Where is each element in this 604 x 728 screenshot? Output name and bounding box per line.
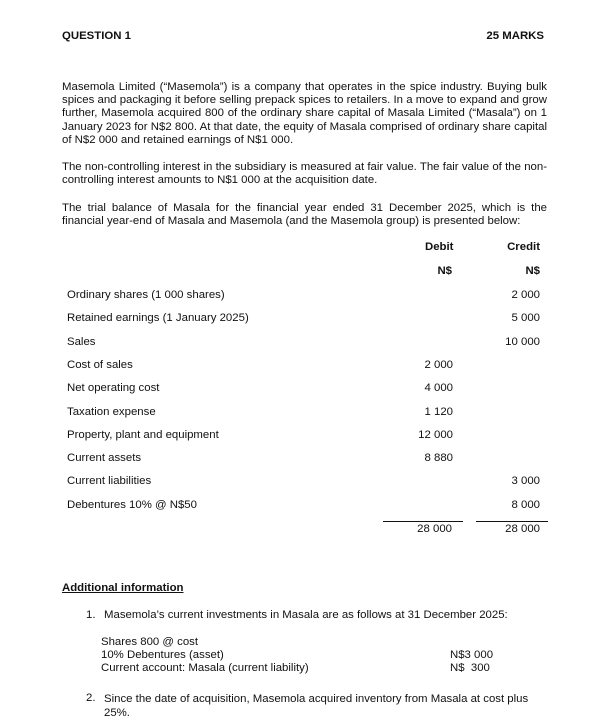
table-row [67,452,547,466]
intro-paragraph-2: The non-controlling interest in the subsidiary is measured at fair value. The fair value of the non-controlling interest amounts to N$1 000 at the acquisition date. [62,161,547,187]
row-label: Net operating cost [67,382,160,395]
question-title: QUESTION 1 [62,30,131,42]
debit-header: Debit [425,241,454,253]
row-credit: 2 000 [511,289,540,301]
item-2-number: 2. [86,692,96,704]
credit-total-rule [476,521,548,522]
item-1-line-current-account-value: N$ 300 [450,662,490,674]
credit-total: 28 000 [505,523,540,535]
row-credit: 10 000 [505,335,540,348]
debit-total: 28 000 [417,523,452,535]
row-label: Current assets [67,452,142,465]
row-credit: 5 000 [511,312,540,325]
marks-label: 25 MARKS [486,30,544,42]
row-label: Ordinary shares (1 000 shares) [67,289,225,301]
row-credit: 3 000 [511,475,540,488]
item-1-line-debentures-label: 10% Debentures (asset) [101,649,224,661]
credit-header: Credit [507,241,540,253]
table-row [67,312,547,326]
row-label: Taxation expense [67,405,156,418]
item-1-number: 1. [86,609,96,621]
table-row [67,289,547,303]
row-label: Sales [67,335,96,348]
row-debit: 2 000 [424,358,453,371]
table-row [67,429,547,443]
table-row [67,406,547,420]
row-credit: 8 000 [511,498,540,511]
item-1-line-shares-label: Shares 800 @ cost [101,636,199,648]
row-label: Debentures 10% @ N$50 [67,498,197,511]
debit-currency: N$ [437,265,452,277]
item-1-text: Masemola’s current investments in Masala are as follows at 31 December 2025: [104,609,508,621]
table-row [67,475,547,489]
additional-info-heading: Additional information [62,582,184,594]
item-1-line-current-account-label: Current account: Masala (current liability) [101,662,309,674]
row-debit: 1 120 [424,405,453,418]
row-label: Cost of sales [67,358,133,371]
intro-paragraph-3: The trial balance of Masala for the financial year ended 31 December 2025, which is the financial year-end of Masala and Masemola (and the Masemola group) is presented below: [62,202,547,228]
table-row [67,336,547,350]
credit-currency: N$ [525,265,540,277]
table-row [67,359,547,373]
row-label: Property, plant and equipment [67,428,219,441]
row-label: Retained earnings (1 January 2025) [67,312,249,325]
table-row [67,499,547,513]
row-debit: 8 880 [424,452,453,465]
item-2-text: Since the date of acquisition, Masemola acquired inventory from Masala at cost plus 25%. [104,693,529,719]
item-1-line-debentures-value: N$3 000 [450,649,494,661]
table-row [67,382,547,396]
row-debit: 4 000 [424,382,453,395]
row-label: Current liabilities [67,475,152,488]
row-debit: 12 000 [418,428,453,441]
intro-paragraph-1: Masemola Limited (“Masemola”) is a company that operates in the spice industry. Buying bulk spices and packaging it before selling prepack spices to retailers. In a move to expand and grow further, Masemola acquired 800 of the ordinary share capital of Masala Limited (“Masala”) on 1 January 2023 for N$2 800. At that date, the equity of Masala comprised of ordinary share capital of N$2 000 and retained earnings of N$1 000. [62,81,547,146]
debit-total-rule [383,521,463,522]
